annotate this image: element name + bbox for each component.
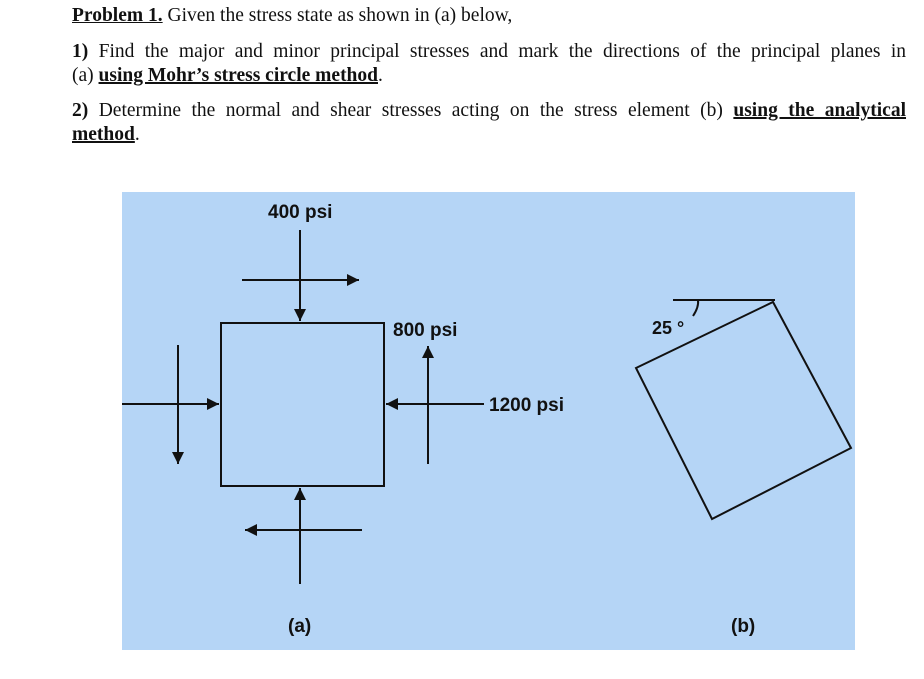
question-1 bbox=[72, 40, 906, 88]
question-1-line-1 bbox=[72, 40, 906, 64]
question-2-line-1 bbox=[72, 99, 906, 123]
question-2-number: 2) bbox=[72, 100, 89, 121]
question-2-method-part-1: using the analytical bbox=[733, 100, 907, 121]
question-1-method: using Mohr’s stress circle method bbox=[98, 65, 378, 86]
label-b: (b) bbox=[731, 616, 756, 637]
question-2-period: . bbox=[134, 124, 140, 145]
problem-title: Problem 1. bbox=[72, 5, 163, 26]
problem-intro: Given the stress state as shown in (a) below, bbox=[162, 5, 513, 26]
problem-header bbox=[72, 4, 906, 28]
stress-figure bbox=[122, 192, 855, 650]
question-1-period: . bbox=[378, 65, 383, 86]
question-2-line-2 bbox=[72, 123, 906, 147]
question-2 bbox=[72, 99, 906, 147]
label-angle: 25 ° bbox=[652, 318, 685, 338]
label-1200-psi: 1200 psi bbox=[489, 395, 564, 416]
question-2-method-part-2: method bbox=[72, 124, 135, 145]
label-800-psi: 800 psi bbox=[393, 320, 458, 341]
question-1-line-2 bbox=[72, 64, 906, 88]
label-400-psi: 400 psi bbox=[268, 202, 333, 223]
question-1-prefix: (a) bbox=[72, 65, 99, 86]
angle-arc bbox=[693, 300, 698, 316]
stress-element-a bbox=[221, 323, 384, 486]
stress-diagram bbox=[122, 192, 855, 650]
question-2-text: Determine the normal and shear stresses acting on the stress element (b) bbox=[88, 100, 734, 121]
question-1-number: 1) bbox=[72, 41, 89, 62]
question-1-text: Find the major and minor principal stresses and mark the directions of the principal planes in bbox=[88, 41, 906, 62]
label-a: (a) bbox=[288, 616, 312, 637]
